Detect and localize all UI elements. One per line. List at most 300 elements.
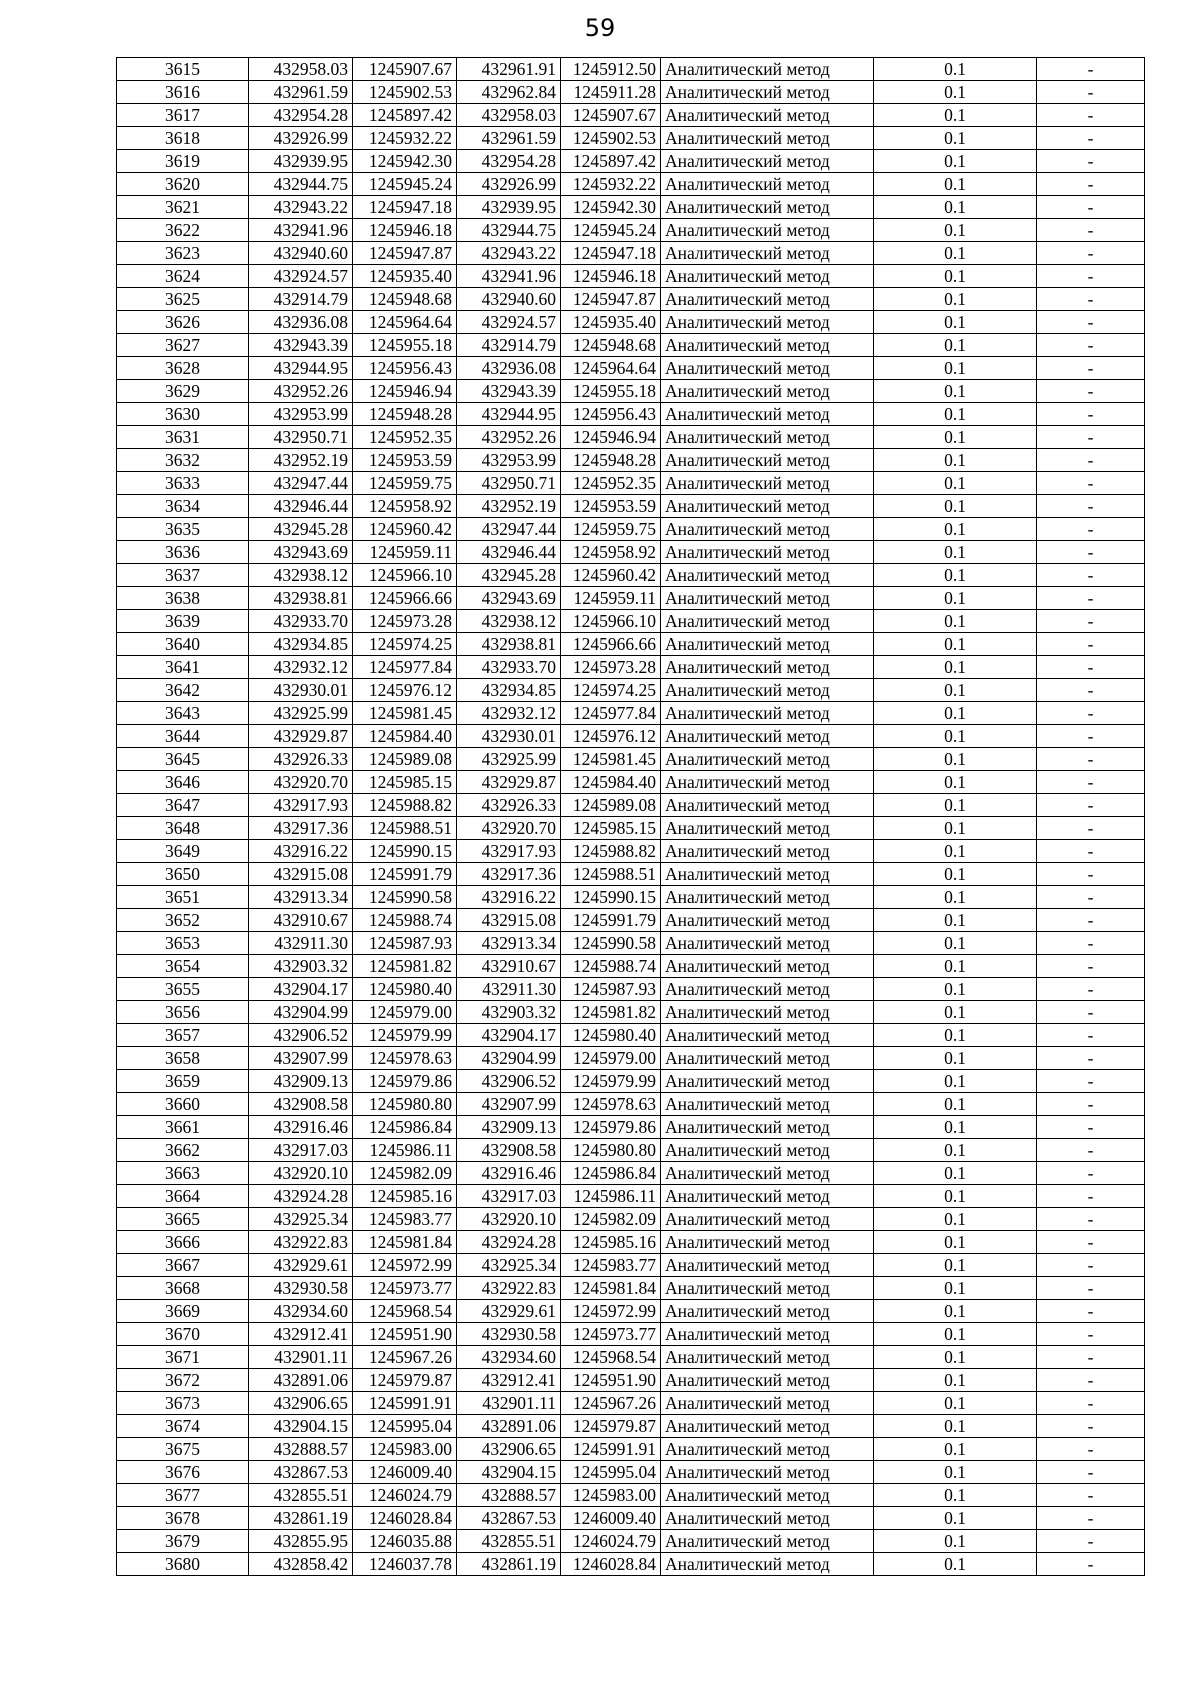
x-end-cell: 432904.15 (457, 1461, 561, 1484)
accuracy-cell: 0.1 (874, 1024, 1037, 1047)
x-end-cell: 432961.59 (457, 127, 561, 150)
accuracy-cell: 0.1 (874, 978, 1037, 1001)
x-end-cell: 432952.19 (457, 495, 561, 518)
accuracy-cell: 0.1 (874, 1438, 1037, 1461)
point-number-cell: 3652 (117, 909, 249, 932)
note-cell: - (1037, 794, 1145, 817)
accuracy-cell: 0.1 (874, 1208, 1037, 1231)
y-end-cell: 1245973.28 (561, 656, 661, 679)
y-end-cell: 1246028.84 (561, 1553, 661, 1576)
method-cell: Аналитический метод (661, 1208, 874, 1231)
table-row (117, 242, 1145, 265)
y-start-cell: 1245974.25 (353, 633, 457, 656)
y-end-cell: 1245980.80 (561, 1139, 661, 1162)
y-end-cell: 1245947.18 (561, 242, 661, 265)
note-cell: - (1037, 173, 1145, 196)
table-row (117, 1070, 1145, 1093)
y-start-cell: 1245988.51 (353, 817, 457, 840)
x-start-cell: 432943.69 (249, 541, 353, 564)
x-start-cell: 432926.33 (249, 748, 353, 771)
point-number-cell: 3678 (117, 1507, 249, 1530)
table-row (117, 679, 1145, 702)
y-end-cell: 1245990.15 (561, 886, 661, 909)
note-cell: - (1037, 219, 1145, 242)
x-end-cell: 432906.52 (457, 1070, 561, 1093)
y-start-cell: 1245956.43 (353, 357, 457, 380)
table-row (117, 334, 1145, 357)
table-row (117, 702, 1145, 725)
accuracy-cell: 0.1 (874, 311, 1037, 334)
point-number-cell: 3624 (117, 265, 249, 288)
point-number-cell: 3659 (117, 1070, 249, 1093)
point-number-cell: 3679 (117, 1530, 249, 1553)
y-end-cell: 1245977.84 (561, 702, 661, 725)
point-number-cell: 3635 (117, 518, 249, 541)
table-row (117, 863, 1145, 886)
method-cell: Аналитический метод (661, 1392, 874, 1415)
note-cell: - (1037, 104, 1145, 127)
method-cell: Аналитический метод (661, 403, 874, 426)
table-row (117, 564, 1145, 587)
x-end-cell: 432943.69 (457, 587, 561, 610)
accuracy-cell: 0.1 (874, 265, 1037, 288)
table-row (117, 1162, 1145, 1185)
method-cell: Аналитический метод (661, 1254, 874, 1277)
note-cell: - (1037, 1415, 1145, 1438)
y-end-cell: 1245979.87 (561, 1415, 661, 1438)
accuracy-cell: 0.1 (874, 1254, 1037, 1277)
y-start-cell: 1245983.77 (353, 1208, 457, 1231)
table-row (117, 1530, 1145, 1553)
x-end-cell: 432950.71 (457, 472, 561, 495)
y-start-cell: 1245979.87 (353, 1369, 457, 1392)
method-cell: Аналитический метод (661, 1438, 874, 1461)
table-row (117, 150, 1145, 173)
y-start-cell: 1245989.08 (353, 748, 457, 771)
table-row (117, 1484, 1145, 1507)
note-cell: - (1037, 932, 1145, 955)
note-cell: - (1037, 817, 1145, 840)
x-start-cell: 432903.32 (249, 955, 353, 978)
y-end-cell: 1245966.66 (561, 633, 661, 656)
accuracy-cell: 0.1 (874, 840, 1037, 863)
x-start-cell: 432930.58 (249, 1277, 353, 1300)
y-start-cell: 1245973.77 (353, 1277, 457, 1300)
accuracy-cell: 0.1 (874, 886, 1037, 909)
table-row (117, 1001, 1145, 1024)
x-start-cell: 432917.36 (249, 817, 353, 840)
method-cell: Аналитический метод (661, 426, 874, 449)
y-start-cell: 1245958.92 (353, 495, 457, 518)
x-end-cell: 432925.34 (457, 1254, 561, 1277)
x-end-cell: 432930.58 (457, 1323, 561, 1346)
x-start-cell: 432904.99 (249, 1001, 353, 1024)
y-start-cell: 1245959.11 (353, 541, 457, 564)
x-start-cell: 432933.70 (249, 610, 353, 633)
accuracy-cell: 0.1 (874, 495, 1037, 518)
method-cell: Аналитический метод (661, 1530, 874, 1553)
method-cell: Аналитический метод (661, 518, 874, 541)
accuracy-cell: 0.1 (874, 334, 1037, 357)
point-number-cell: 3676 (117, 1461, 249, 1484)
y-end-cell: 1245991.91 (561, 1438, 661, 1461)
x-start-cell: 432934.60 (249, 1300, 353, 1323)
accuracy-cell: 0.1 (874, 104, 1037, 127)
table-row (117, 1392, 1145, 1415)
x-end-cell: 432922.83 (457, 1277, 561, 1300)
point-number-cell: 3649 (117, 840, 249, 863)
note-cell: - (1037, 518, 1145, 541)
y-end-cell: 1245984.40 (561, 771, 661, 794)
note-cell: - (1037, 127, 1145, 150)
table-row (117, 1369, 1145, 1392)
y-start-cell: 1245966.10 (353, 564, 457, 587)
accuracy-cell: 0.1 (874, 702, 1037, 725)
note-cell: - (1037, 702, 1145, 725)
y-end-cell: 1245912.50 (561, 58, 661, 81)
y-start-cell: 1245967.26 (353, 1346, 457, 1369)
note-cell: - (1037, 1185, 1145, 1208)
x-end-cell: 432929.87 (457, 771, 561, 794)
method-cell: Аналитический метод (661, 265, 874, 288)
x-start-cell: 432938.81 (249, 587, 353, 610)
note-cell: - (1037, 1001, 1145, 1024)
y-end-cell: 1245966.10 (561, 610, 661, 633)
table-row (117, 288, 1145, 311)
x-end-cell: 432925.99 (457, 748, 561, 771)
x-end-cell: 432920.10 (457, 1208, 561, 1231)
accuracy-cell: 0.1 (874, 587, 1037, 610)
point-number-cell: 3666 (117, 1231, 249, 1254)
x-end-cell: 432916.46 (457, 1162, 561, 1185)
table-row (117, 1461, 1145, 1484)
accuracy-cell: 0.1 (874, 150, 1037, 173)
x-start-cell: 432891.06 (249, 1369, 353, 1392)
y-end-cell: 1245990.58 (561, 932, 661, 955)
note-cell: - (1037, 1254, 1145, 1277)
y-end-cell: 1245935.40 (561, 311, 661, 334)
x-end-cell: 432939.95 (457, 196, 561, 219)
y-start-cell: 1245951.90 (353, 1323, 457, 1346)
point-number-cell: 3625 (117, 288, 249, 311)
point-number-cell: 3677 (117, 1484, 249, 1507)
method-cell: Аналитический метод (661, 357, 874, 380)
table-row (117, 817, 1145, 840)
y-end-cell: 1245968.54 (561, 1346, 661, 1369)
x-start-cell: 432929.61 (249, 1254, 353, 1277)
note-cell: - (1037, 495, 1145, 518)
x-start-cell: 432861.19 (249, 1507, 353, 1530)
point-number-cell: 3617 (117, 104, 249, 127)
x-end-cell: 432934.60 (457, 1346, 561, 1369)
x-start-cell: 432906.52 (249, 1024, 353, 1047)
point-number-cell: 3668 (117, 1277, 249, 1300)
accuracy-cell: 0.1 (874, 1185, 1037, 1208)
y-start-cell: 1245973.28 (353, 610, 457, 633)
note-cell: - (1037, 1070, 1145, 1093)
y-start-cell: 1245946.18 (353, 219, 457, 242)
method-cell: Аналитический метод (661, 1162, 874, 1185)
accuracy-cell: 0.1 (874, 449, 1037, 472)
x-end-cell: 432947.44 (457, 518, 561, 541)
x-end-cell: 432912.41 (457, 1369, 561, 1392)
note-cell: - (1037, 334, 1145, 357)
method-cell: Аналитический метод (661, 1277, 874, 1300)
method-cell: Аналитический метод (661, 150, 874, 173)
y-end-cell: 1245967.26 (561, 1392, 661, 1415)
table-body (117, 58, 1145, 1576)
y-end-cell: 1245979.86 (561, 1116, 661, 1139)
x-start-cell: 432924.28 (249, 1185, 353, 1208)
method-cell: Аналитический метод (661, 104, 874, 127)
x-end-cell: 432936.08 (457, 357, 561, 380)
x-end-cell: 432924.57 (457, 311, 561, 334)
accuracy-cell: 0.1 (874, 1162, 1037, 1185)
accuracy-cell: 0.1 (874, 817, 1037, 840)
y-end-cell: 1245897.42 (561, 150, 661, 173)
accuracy-cell: 0.1 (874, 1231, 1037, 1254)
table-row (117, 1323, 1145, 1346)
note-cell: - (1037, 150, 1145, 173)
x-start-cell: 432906.65 (249, 1392, 353, 1415)
accuracy-cell: 0.1 (874, 196, 1037, 219)
y-end-cell: 1245979.00 (561, 1047, 661, 1070)
point-number-cell: 3657 (117, 1024, 249, 1047)
note-cell: - (1037, 909, 1145, 932)
method-cell: Аналитический метод (661, 748, 874, 771)
y-end-cell: 1245932.22 (561, 173, 661, 196)
note-cell: - (1037, 403, 1145, 426)
method-cell: Аналитический метод (661, 587, 874, 610)
note-cell: - (1037, 679, 1145, 702)
x-end-cell: 432861.19 (457, 1553, 561, 1576)
y-start-cell: 1246037.78 (353, 1553, 457, 1576)
y-start-cell: 1245990.15 (353, 840, 457, 863)
accuracy-cell: 0.1 (874, 610, 1037, 633)
table-row (117, 311, 1145, 334)
y-start-cell: 1245981.45 (353, 702, 457, 725)
note-cell: - (1037, 1277, 1145, 1300)
accuracy-cell: 0.1 (874, 771, 1037, 794)
x-end-cell: 432903.32 (457, 1001, 561, 1024)
point-number-cell: 3671 (117, 1346, 249, 1369)
y-start-cell: 1245984.40 (353, 725, 457, 748)
y-start-cell: 1245942.30 (353, 150, 457, 173)
note-cell: - (1037, 472, 1145, 495)
x-start-cell: 432953.99 (249, 403, 353, 426)
point-number-cell: 3658 (117, 1047, 249, 1070)
table-row (117, 794, 1145, 817)
method-cell: Аналитический метод (661, 1346, 874, 1369)
method-cell: Аналитический метод (661, 610, 874, 633)
point-number-cell: 3631 (117, 426, 249, 449)
point-number-cell: 3618 (117, 127, 249, 150)
note-cell: - (1037, 357, 1145, 380)
table-row (117, 1047, 1145, 1070)
x-end-cell: 432909.13 (457, 1116, 561, 1139)
point-number-cell: 3645 (117, 748, 249, 771)
point-number-cell: 3673 (117, 1392, 249, 1415)
note-cell: - (1037, 1024, 1145, 1047)
point-number-cell: 3664 (117, 1185, 249, 1208)
y-start-cell: 1245988.82 (353, 794, 457, 817)
accuracy-cell: 0.1 (874, 679, 1037, 702)
method-cell: Аналитический метод (661, 219, 874, 242)
accuracy-cell: 0.1 (874, 288, 1037, 311)
note-cell: - (1037, 886, 1145, 909)
table-row (117, 1139, 1145, 1162)
x-end-cell: 432915.08 (457, 909, 561, 932)
y-start-cell: 1245955.18 (353, 334, 457, 357)
method-cell: Аналитический метод (661, 633, 874, 656)
y-start-cell: 1245985.16 (353, 1185, 457, 1208)
y-start-cell: 1245948.68 (353, 288, 457, 311)
accuracy-cell: 0.1 (874, 955, 1037, 978)
point-number-cell: 3669 (117, 1300, 249, 1323)
y-start-cell: 1246028.84 (353, 1507, 457, 1530)
y-end-cell: 1245983.00 (561, 1484, 661, 1507)
note-cell: - (1037, 1461, 1145, 1484)
note-cell: - (1037, 1323, 1145, 1346)
x-start-cell: 432855.95 (249, 1530, 353, 1553)
accuracy-cell: 0.1 (874, 564, 1037, 587)
y-end-cell: 1245985.16 (561, 1231, 661, 1254)
y-start-cell: 1245960.42 (353, 518, 457, 541)
y-end-cell: 1245942.30 (561, 196, 661, 219)
note-cell: - (1037, 1116, 1145, 1139)
x-end-cell: 432904.17 (457, 1024, 561, 1047)
y-end-cell: 1245911.28 (561, 81, 661, 104)
x-start-cell: 432910.67 (249, 909, 353, 932)
table-row (117, 472, 1145, 495)
x-end-cell: 432938.81 (457, 633, 561, 656)
y-start-cell: 1245981.82 (353, 955, 457, 978)
y-end-cell: 1245907.67 (561, 104, 661, 127)
table-row (117, 1208, 1145, 1231)
y-start-cell: 1245991.91 (353, 1392, 457, 1415)
method-cell: Аналитический метод (661, 1507, 874, 1530)
note-cell: - (1037, 1231, 1145, 1254)
y-end-cell: 1245986.84 (561, 1162, 661, 1185)
x-start-cell: 432911.30 (249, 932, 353, 955)
x-end-cell: 432944.75 (457, 219, 561, 242)
accuracy-cell: 0.1 (874, 1277, 1037, 1300)
y-start-cell: 1245902.53 (353, 81, 457, 104)
point-number-cell: 3637 (117, 564, 249, 587)
x-start-cell: 432936.08 (249, 311, 353, 334)
accuracy-cell: 0.1 (874, 1553, 1037, 1576)
method-cell: Аналитический метод (661, 863, 874, 886)
note-cell: - (1037, 840, 1145, 863)
x-end-cell: 432938.12 (457, 610, 561, 633)
table-row (117, 656, 1145, 679)
y-start-cell: 1246035.88 (353, 1530, 457, 1553)
x-end-cell: 432888.57 (457, 1484, 561, 1507)
y-end-cell: 1245973.77 (561, 1323, 661, 1346)
accuracy-cell: 0.1 (874, 1369, 1037, 1392)
note-cell: - (1037, 242, 1145, 265)
point-number-cell: 3665 (117, 1208, 249, 1231)
x-start-cell: 432944.95 (249, 357, 353, 380)
table-row (117, 265, 1145, 288)
point-number-cell: 3627 (117, 334, 249, 357)
point-number-cell: 3632 (117, 449, 249, 472)
method-cell: Аналитический метод (661, 1116, 874, 1139)
method-cell: Аналитический метод (661, 472, 874, 495)
method-cell: Аналитический метод (661, 196, 874, 219)
x-start-cell: 432940.60 (249, 242, 353, 265)
method-cell: Аналитический метод (661, 1139, 874, 1162)
y-end-cell: 1245964.64 (561, 357, 661, 380)
x-start-cell: 432934.85 (249, 633, 353, 656)
table-row (117, 840, 1145, 863)
method-cell: Аналитический метод (661, 1001, 874, 1024)
x-end-cell: 432945.28 (457, 564, 561, 587)
x-end-cell: 432929.61 (457, 1300, 561, 1323)
y-start-cell: 1245968.54 (353, 1300, 457, 1323)
note-cell: - (1037, 1507, 1145, 1530)
x-end-cell: 432930.01 (457, 725, 561, 748)
x-end-cell: 432924.28 (457, 1231, 561, 1254)
x-end-cell: 432926.33 (457, 794, 561, 817)
x-end-cell: 432932.12 (457, 702, 561, 725)
y-end-cell: 1245980.40 (561, 1024, 661, 1047)
accuracy-cell: 0.1 (874, 932, 1037, 955)
x-end-cell: 432917.93 (457, 840, 561, 863)
accuracy-cell: 0.1 (874, 1070, 1037, 1093)
method-cell: Аналитический метод (661, 173, 874, 196)
y-start-cell: 1245986.84 (353, 1116, 457, 1139)
table-row (117, 1553, 1145, 1576)
y-start-cell: 1245952.35 (353, 426, 457, 449)
table-row (117, 1346, 1145, 1369)
note-cell: - (1037, 863, 1145, 886)
y-start-cell: 1245964.64 (353, 311, 457, 334)
y-start-cell: 1245947.87 (353, 242, 457, 265)
method-cell: Аналитический метод (661, 1323, 874, 1346)
x-start-cell: 432943.22 (249, 196, 353, 219)
table-row (117, 610, 1145, 633)
x-end-cell: 432953.99 (457, 449, 561, 472)
accuracy-cell: 0.1 (874, 748, 1037, 771)
y-end-cell: 1245945.24 (561, 219, 661, 242)
note-cell: - (1037, 1392, 1145, 1415)
y-start-cell: 1246024.79 (353, 1484, 457, 1507)
y-end-cell: 1246024.79 (561, 1530, 661, 1553)
method-cell: Аналитический метод (661, 840, 874, 863)
x-end-cell: 432916.22 (457, 886, 561, 909)
method-cell: Аналитический метод (661, 1093, 874, 1116)
table-row (117, 1254, 1145, 1277)
point-number-cell: 3672 (117, 1369, 249, 1392)
y-start-cell: 1245947.18 (353, 196, 457, 219)
x-end-cell: 432904.99 (457, 1047, 561, 1070)
y-end-cell: 1245991.79 (561, 909, 661, 932)
method-cell: Аналитический метод (661, 771, 874, 794)
y-start-cell: 1245977.84 (353, 656, 457, 679)
y-end-cell: 1245979.99 (561, 1070, 661, 1093)
accuracy-cell: 0.1 (874, 1001, 1037, 1024)
y-end-cell: 1245959.11 (561, 587, 661, 610)
point-number-cell: 3641 (117, 656, 249, 679)
x-end-cell: 432933.70 (457, 656, 561, 679)
table-row (117, 1093, 1145, 1116)
x-start-cell: 432920.10 (249, 1162, 353, 1185)
point-number-cell: 3650 (117, 863, 249, 886)
x-start-cell: 432926.99 (249, 127, 353, 150)
accuracy-cell: 0.1 (874, 541, 1037, 564)
table-row (117, 748, 1145, 771)
